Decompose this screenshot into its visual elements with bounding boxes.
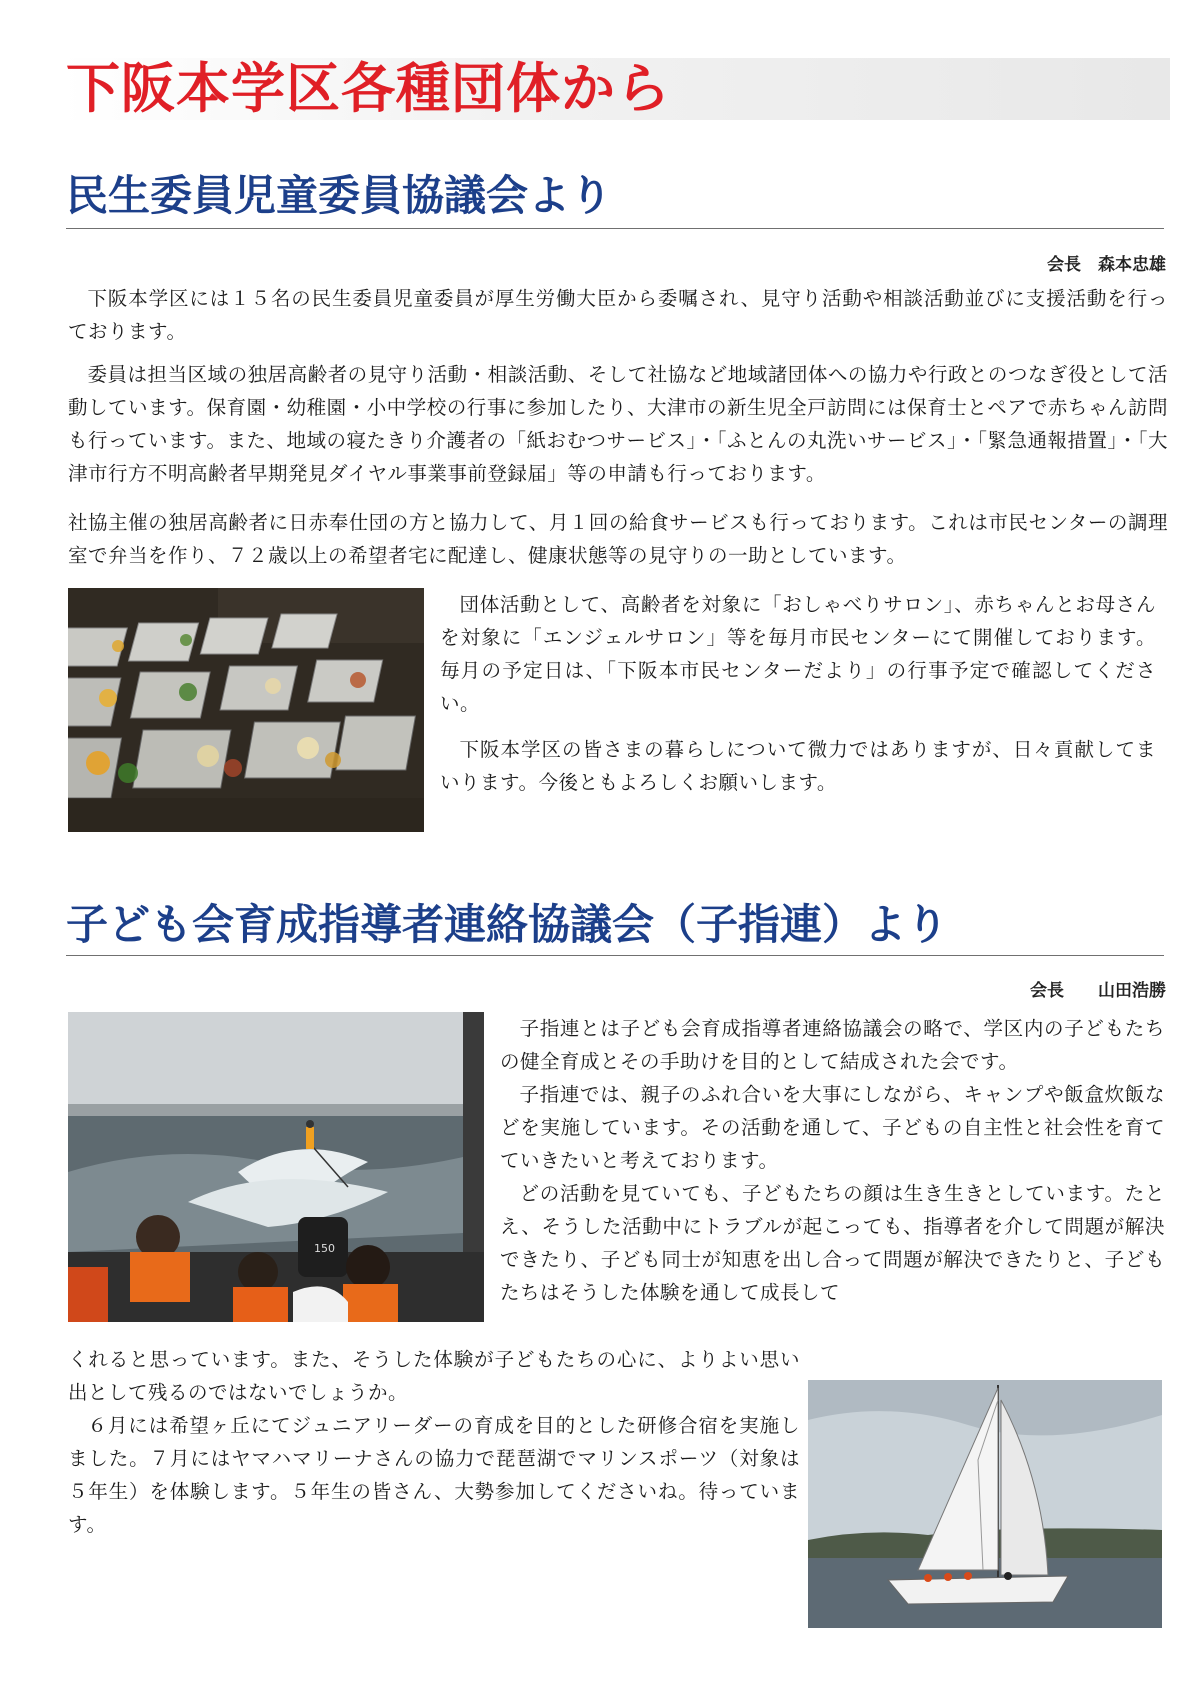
section-divider	[66, 228, 1164, 229]
section-title-shishiren: 子ども会育成指導者連絡協議会（子指連）より	[66, 900, 949, 949]
section-divider	[66, 955, 1164, 956]
section-author: 会長 山田浩勝	[1030, 981, 1166, 1001]
paragraph: ６月には希望ヶ丘にてジュニアリーダーの育成を目的とした研修合宿を実施しました。７月にはヤマハマリーナさんの協力で琵琶湖でマリンスポーツ（対象は５年生）を体験します。５年生の皆さん、大勢参加してくださいね。待っています。	[68, 1414, 800, 1536]
motor-label: 150	[314, 1242, 335, 1255]
paragraph: 下阪本学区には１５名の民生委員児童委員が厚生労働大臣から委嘱され、見守り活動や相談活動並びに支援活動を行っております。	[68, 287, 1168, 343]
paragraph: くれると思っています。また、そうした体験が子どもたちの心に、よりよい思い出として残るのではないでしょうか。	[68, 1348, 800, 1404]
bento-lunch-photo	[68, 588, 424, 832]
paragraph: どの活動を見ていても、子どもたちの顔は生き生きとしています。たとえ、そうした活動中にトラブルが起こっても、指導者を介して問題が解決できたり、子ども同士が知恵を出し合って問題が解決できたりと、子どもたちはそうした体験を通して成長して	[500, 1182, 1165, 1304]
wakeboard-boat-photo	[68, 1012, 484, 1322]
section-author: 会長 森本忠雄	[1047, 255, 1166, 275]
page-title: 下阪本学区各種団体から	[66, 57, 671, 120]
paragraph: 下阪本学区の皆さまの暮らしについて微力ではありますが、日々貢献してまいります。今後ともよろしくお願いします。	[440, 738, 1156, 794]
paragraph: 委員は担当区域の独居高齢者の見守り活動・相談活動、そして社協など地域諸団体への協力や行政とのつなぎ役として活動しています。保育園・幼稚園・小中学校の行事に参加したり、大津市の新生児全戸訪問には保育士とペアで赤ちゃん訪問も行っています。また、地域の寝たきり介護者の「紙おむつサービス」・「ふとんの丸洗いサービス」・「緊急通報措置」・「大津市行方不明高齢者早期発見ダイヤル事業事前登録届」等の申請も行っております。	[68, 363, 1168, 485]
page-title-banner	[60, 58, 1170, 120]
paragraph: 子指連とは子ども会育成指導者連絡協議会の略で、学区内の子どもたちの健全育成とその手助けを目的として結成された会です。	[500, 1017, 1165, 1073]
section-title-minsei: 民生委員児童委員協議会より	[66, 171, 613, 220]
paragraph: 子指連では、親子のふれ合いを大事にしながら、キャンプや飯盒炊飯などを実施しています。その活動を通して、子どもの自主性と社会性を育てていきたいと考えております。	[500, 1083, 1165, 1172]
paragraph: 団体活動として、高齢者を対象に「おしゃべりサロン」、赤ちゃんとお母さんを対象に「エンジェルサロン」等を毎月市民センターにて開催しております。毎月の予定日は、「下阪本市民センターだより」の行事予定で確認してください。	[440, 593, 1156, 715]
sailboat-photo	[808, 1380, 1162, 1628]
paragraph: 社協主催の独居高齢者に日赤奉仕団の方と協力して、月１回の給食サービスも行っております。これは市民センターの調理室で弁当を作り、７２歳以上の希望者宅に配達し、健康状態等の見守りの一助としています。	[68, 511, 1168, 567]
